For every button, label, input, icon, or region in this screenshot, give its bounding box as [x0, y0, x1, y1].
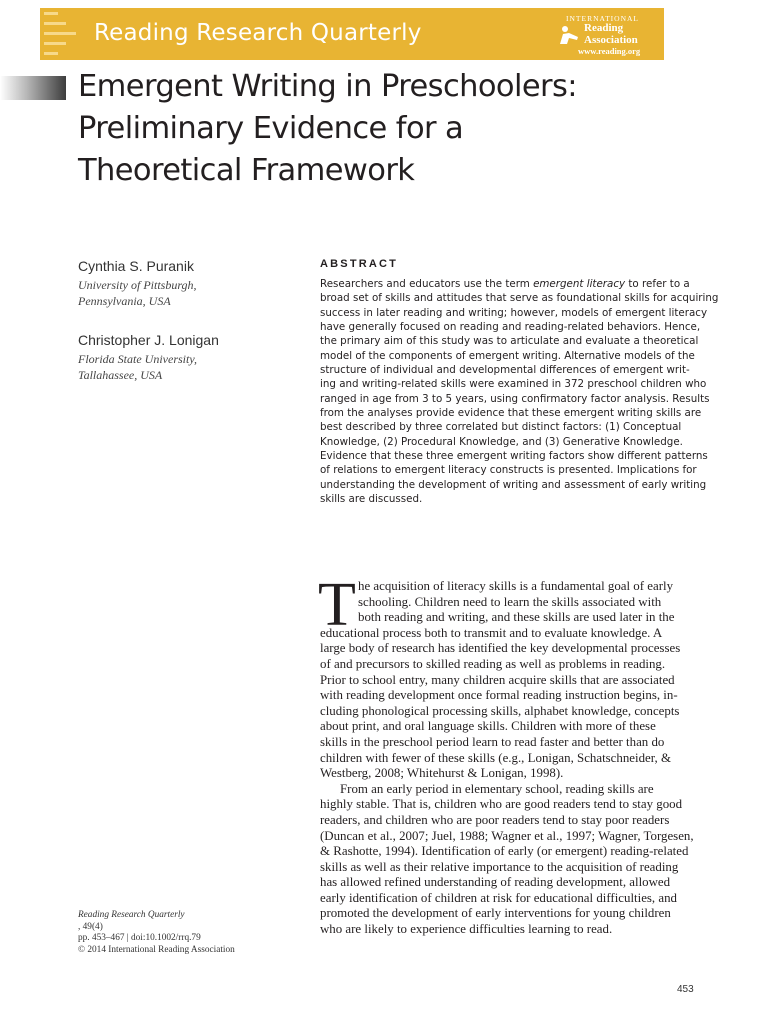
body-text — [320, 579, 696, 938]
body-line: has allowed refined understanding of reading development, allowed — [320, 875, 671, 890]
article-title-line: Preliminary Evidence for a — [78, 111, 464, 146]
abstract-line: success in later reading and writing; however, models of emergent literacy — [320, 306, 708, 319]
body-line: highly stable. That is, children who are good readers tend to stay good — [320, 797, 683, 812]
citation-volume: , 49(4) — [78, 921, 103, 932]
abstract-line — [320, 277, 696, 291]
body-line: (Duncan et al., 2007; Juel, 1988; Wagner et al., 1997; Wagner, Torgesen, — [320, 828, 694, 843]
publisher-url[interactable]: www.reading.org — [578, 46, 641, 56]
body-line: large body of research has identified the key developmental processes — [320, 641, 681, 656]
author-name: Cynthia S. Puranik — [78, 258, 194, 274]
citation-footer — [78, 910, 235, 956]
article-title-line: Theoretical Framework — [78, 153, 415, 188]
body-line: skills as well as their relative importance to the acquisition of reading — [320, 859, 679, 874]
reading-person-icon — [558, 24, 580, 46]
affiliation-line: Pennsylvania, USA — [78, 293, 171, 308]
author-affiliation — [78, 278, 197, 309]
abstract-line: broad set of skills and attitudes that serve as foundational skills for acquiring — [320, 292, 719, 305]
body-line: children with fewer of these skills (e.g., Lonigan, Schatschneider, & — [320, 750, 672, 765]
body-line: both reading and writing, and these skills are used later in the — [358, 610, 675, 625]
abstract-line: of relations to emergent literacy constructs is presented. Implications for — [320, 464, 697, 477]
drop-cap: T — [318, 571, 356, 639]
abstract-text — [320, 277, 719, 507]
abstract-line: best described by three correlated but distinct factors: (1) Conceptual — [320, 421, 682, 434]
body-line: he acquisition of literacy skills is a fundamental goal of early — [358, 579, 674, 593]
body-line: early identification of children at risk for educational difficulties, and — [320, 890, 677, 905]
affiliation-line: University of Pittsburgh, — [78, 278, 197, 292]
article-title — [78, 66, 698, 192]
body-line: of and precursors to skilled reading as well as problems in reading. — [320, 656, 666, 671]
body-line: with reading development once formal reading instruction begins, in- — [320, 688, 678, 703]
abstract-line: the primary aim of this study was to articulate and evaluate a theoretical — [320, 335, 699, 348]
author-affiliation — [78, 352, 219, 383]
body-line: Prior to school entry, many children acquire skills that are associated — [320, 672, 675, 687]
citation-copyright: © 2014 International Reading Association — [78, 944, 235, 955]
body-line: Westberg, 2008; Whitehurst & Lonigan, 1998). — [320, 766, 564, 781]
article-title-line: Emergent Writing in Preschoolers: — [78, 69, 577, 104]
author-name: Christopher J. Lonigan — [78, 332, 219, 348]
body-line: schooling. Children need to learn the skills associated with — [358, 594, 662, 609]
body-line: cluding phonological processing skills, alphabet knowledge, concepts — [320, 703, 680, 718]
journal-title: Reading Research Quarterly — [94, 20, 422, 46]
affiliation-line: Tallahassee, USA — [78, 367, 163, 382]
body-line: From an early period in elementary school, reading skills are — [340, 781, 654, 796]
abstract-line: understanding the development of writing and assessment of early writing — [320, 478, 707, 491]
abstract-line: ing and writing-related skills were examined in 372 preschool children who — [320, 378, 707, 391]
affiliation-line: Florida State University, — [78, 352, 197, 366]
abstract-emphasis: emergent literacy — [533, 278, 626, 290]
author-block — [78, 332, 219, 383]
citation-journal: Reading Research Quarterly — [78, 910, 185, 920]
body-line: promoted the development of early interventions for young children — [320, 906, 671, 921]
abstract-text-run: Researchers and educators use the term — [320, 278, 534, 290]
publisher-logo-line-2: Reading — [584, 22, 624, 34]
abstract-heading: ABSTRACT — [320, 258, 399, 270]
abstract-line: model of the components of emergent writing. Alternative models of the — [320, 349, 695, 362]
abstract-text-run: to refer to a — [625, 278, 690, 290]
abstract-line: ranged in age from 3 to 5 years, using confirmatory factor analysis. Results — [320, 392, 710, 405]
citation-journal-line — [78, 910, 235, 933]
abstract-line: skills are discussed. — [320, 493, 423, 506]
abstract-line: Knowledge, (2) Procedural Knowledge, and (3) Generative Knowledge. — [320, 435, 683, 448]
abstract-line: from the analyses provide evidence that these emergent writing skills are — [320, 407, 702, 420]
body-line: readers, and children who are poor readers tend to stay poor readers — [320, 812, 670, 827]
publisher-logo-line-3: Association — [584, 34, 638, 46]
body-line: educational process both to transmit and to evaluate knowledge. A — [320, 625, 663, 640]
body-line: who are likely to experience difficulties learning to read. — [320, 922, 613, 937]
citation-doi[interactable]: pp. 453–467 | doi:10.1002/rrq.79 — [78, 933, 201, 943]
header-stripes-decoration — [44, 8, 84, 60]
abstract-line: Evidence that these three emergent writing factors show different patterns — [320, 450, 708, 463]
author-block — [78, 258, 197, 309]
body-line: about print, and oral language skills. Children with more of these — [320, 719, 656, 734]
abstract-line: have generally focused on reading and reading-related behaviors. Hence, — [320, 321, 701, 334]
body-line: & Rashotte, 1994). Identification of early (or emergent) reading-related — [320, 844, 689, 859]
publisher-logo — [556, 14, 658, 56]
body-line: skills in the preschool period learn to read faster and better than do — [320, 734, 665, 749]
page-number: 453 — [677, 984, 694, 995]
abstract-line: structure of individual and developmental differences of emergent writ- — [320, 364, 690, 377]
title-gradient-bar — [0, 76, 66, 100]
publisher-logo-line-1: INTERNATIONAL — [566, 14, 639, 23]
